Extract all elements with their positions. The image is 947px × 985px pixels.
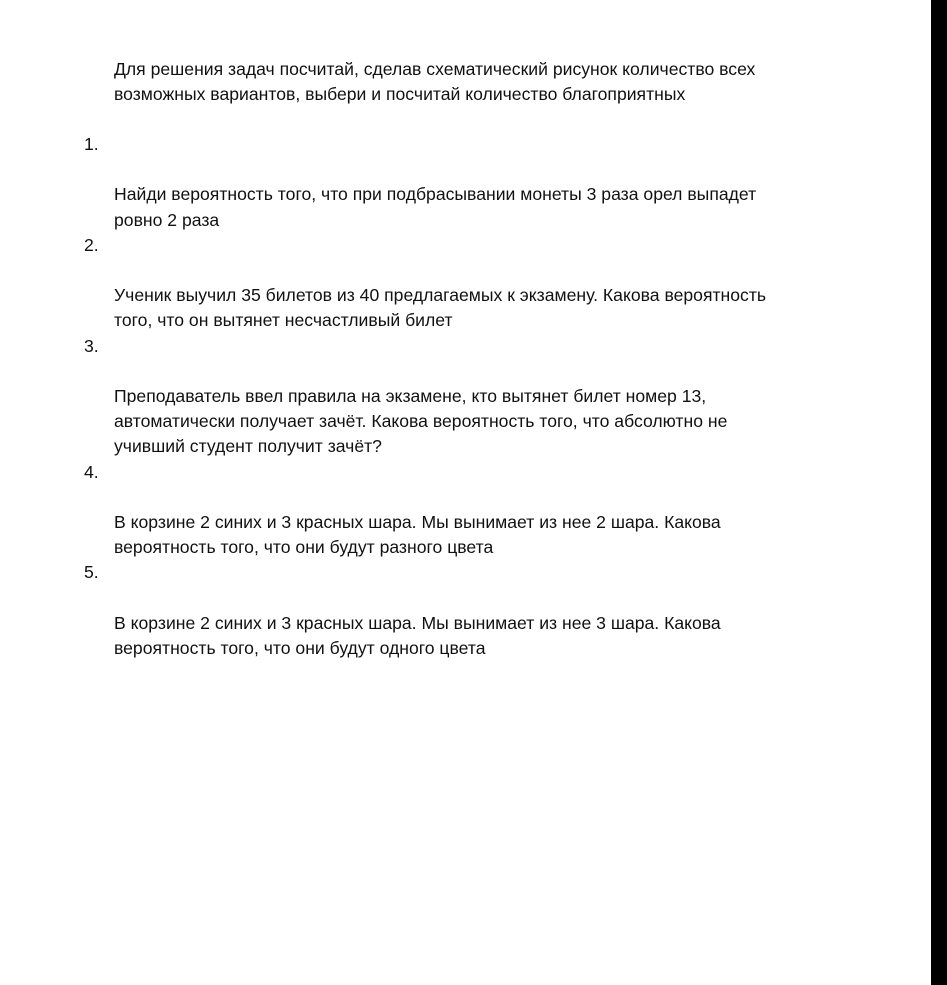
intro-paragraph: Для решения задач посчитай, сделав схематический рисунок количество всех возможных вариантов, выбери и посчитай количество благоприятных (114, 59, 756, 104)
task-text: В корзине 2 синих и 3 красных шара. Мы вынимает из нее 3 шара. Какова вероятность того, что они будут одного цвета (114, 612, 721, 659)
task-item (84, 334, 844, 460)
task-number: 5. (84, 562, 99, 583)
task-number: 1. (84, 134, 99, 154)
task-list (84, 132, 844, 661)
task-text: Ученик выучил 35 билетов из 40 предлагаемых к экзамену. Какова вероятность того, что он вытянет несчастливый билет (114, 285, 767, 331)
task-item (84, 233, 844, 334)
task-number: 2. (84, 234, 99, 255)
task-item (84, 560, 844, 661)
task-number: 3. (84, 335, 99, 356)
task-text: Найди вероятность того, что при подбрасывании монеты 3 раза орел выпадет ровно 2 раза (114, 184, 757, 230)
task-text: Преподаватель ввел правила на экзамене, кто вытянет билет номер 13, автоматически получает зачёт. Какова вероятность того, что абсолютно не учивший студент получит зачёт? (114, 386, 728, 457)
task-number: 4. (84, 461, 99, 482)
task-item (84, 132, 844, 233)
task-item (84, 460, 844, 561)
screen-edge-bar (931, 0, 947, 985)
task-text: В корзине 2 синих и 3 красных шара. Мы вынимает из нее 2 шара. Какова вероятность того, что они будут разного цвета (114, 512, 721, 558)
